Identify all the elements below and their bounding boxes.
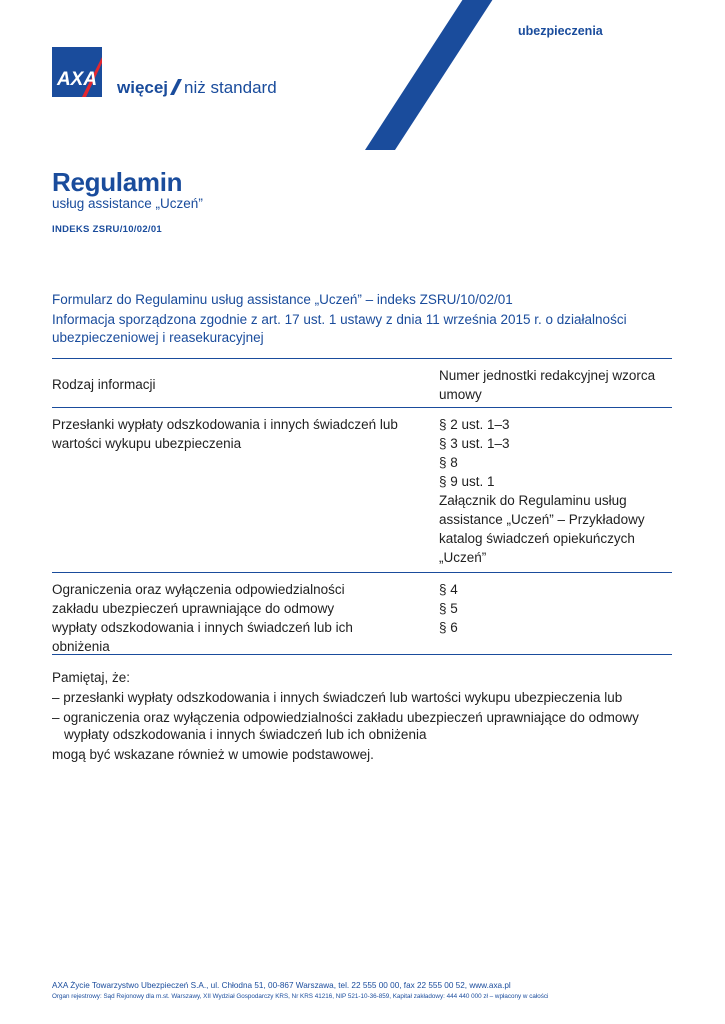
- table-row-1-info: Przesłanki wypłaty odszkodowania i innych świadczeń lub wartości wykupu ubezpieczenia: [52, 417, 398, 451]
- slogan-bold: więcej: [117, 78, 169, 97]
- document-subtitle: usług assistance „Uczeń”: [52, 196, 203, 211]
- table-top-rule: [52, 358, 672, 359]
- footer-company-line: AXA Życie Towarzystwo Ubezpieczeń S.A., ul. Chłodna 51, 00-867 Warszawa, tel. 22 555 00 00, fax 22 555 00 52, www.axa.pl: [52, 981, 511, 990]
- table-row-2-refs: [439, 580, 679, 637]
- note-item-1: – przesłanki wypłaty odszkodowania i innych świadczeń lub wartości wykupu ubezpieczenia lub: [52, 690, 623, 705]
- table-row-rule: [52, 572, 672, 573]
- logo-wordmark: AXA: [56, 69, 98, 90]
- document-index: INDEKS ZSRU/10/02/01: [52, 224, 163, 235]
- ref-item: § 8: [439, 455, 458, 470]
- table-header-ref: Numer jednostki redakcyjnej wzorca umowy: [439, 368, 656, 402]
- ref-item: § 5: [439, 601, 458, 616]
- slogan: [117, 78, 277, 98]
- ref-item: § 2 ust. 1–3: [439, 417, 510, 432]
- ref-item: § 4: [439, 582, 458, 597]
- note-heading: Pamiętaj, że:: [52, 670, 131, 685]
- ref-item: § 3 ust. 1–3: [439, 436, 510, 451]
- table-row-1-refs: [439, 415, 674, 567]
- table-header-info: Rodzaj informacji: [52, 377, 156, 392]
- axa-logo: [52, 47, 102, 97]
- slogan-rest: niż standard: [184, 78, 277, 97]
- note-closing: mogą być wskazane również w umowie podstawowej.: [52, 747, 374, 762]
- table-row-rule: [52, 407, 672, 408]
- ref-item: § 6: [439, 620, 458, 635]
- table-row-2-info: Ograniczenia oraz wyłączenia odpowiedzialności zakładu ubezpieczeń uprawniające do odmowy wypłaty odszkodowania i innych świadczeń lub ich obniżenia: [52, 582, 353, 654]
- intro-form-line: Formularz do Regulaminu usług assistance „Uczeń” – indeks ZSRU/10/02/01: [52, 292, 513, 307]
- ref-item: Załącznik do Regulaminu usług assistance „Uczeń” – Przykładowy katalog świadczeń opiekuńczych „Uczeń”: [439, 493, 645, 565]
- note-block: [52, 669, 682, 763]
- slash-icon: [170, 79, 182, 95]
- axa-logo-icon: [52, 47, 102, 97]
- category-label: ubezpieczenia: [518, 24, 603, 38]
- footer-registry-line: Organ rejestrowy: Sąd Rejonowy dla m.st. Warszawy, XII Wydział Gospodarczy KRS, Nr KRS 41216, NIP 521-10-36-859, Kapitał zakładowy: 444 440 000 zł – wpłacony w całości: [52, 993, 549, 1000]
- table-bottom-rule: [52, 654, 672, 655]
- note-item-2: – ograniczenia oraz wyłączenia odpowiedzialności zakładu ubezpieczeń uprawniające do odmowy wypłaty odszkodowania i innych świadczeń lub ich obniżenia: [52, 710, 639, 742]
- document-title: Regulamin: [52, 167, 183, 197]
- intro-info-line: Informacja sporządzona zgodnie z art. 17 ust. 1 ustawy z dnia 11 września 2015 r. o działalności ubezpieczeniowej i reasekuracyjnej: [52, 312, 627, 345]
- ref-item: § 9 ust. 1: [439, 474, 495, 489]
- decorative-stripe: [365, 0, 518, 150]
